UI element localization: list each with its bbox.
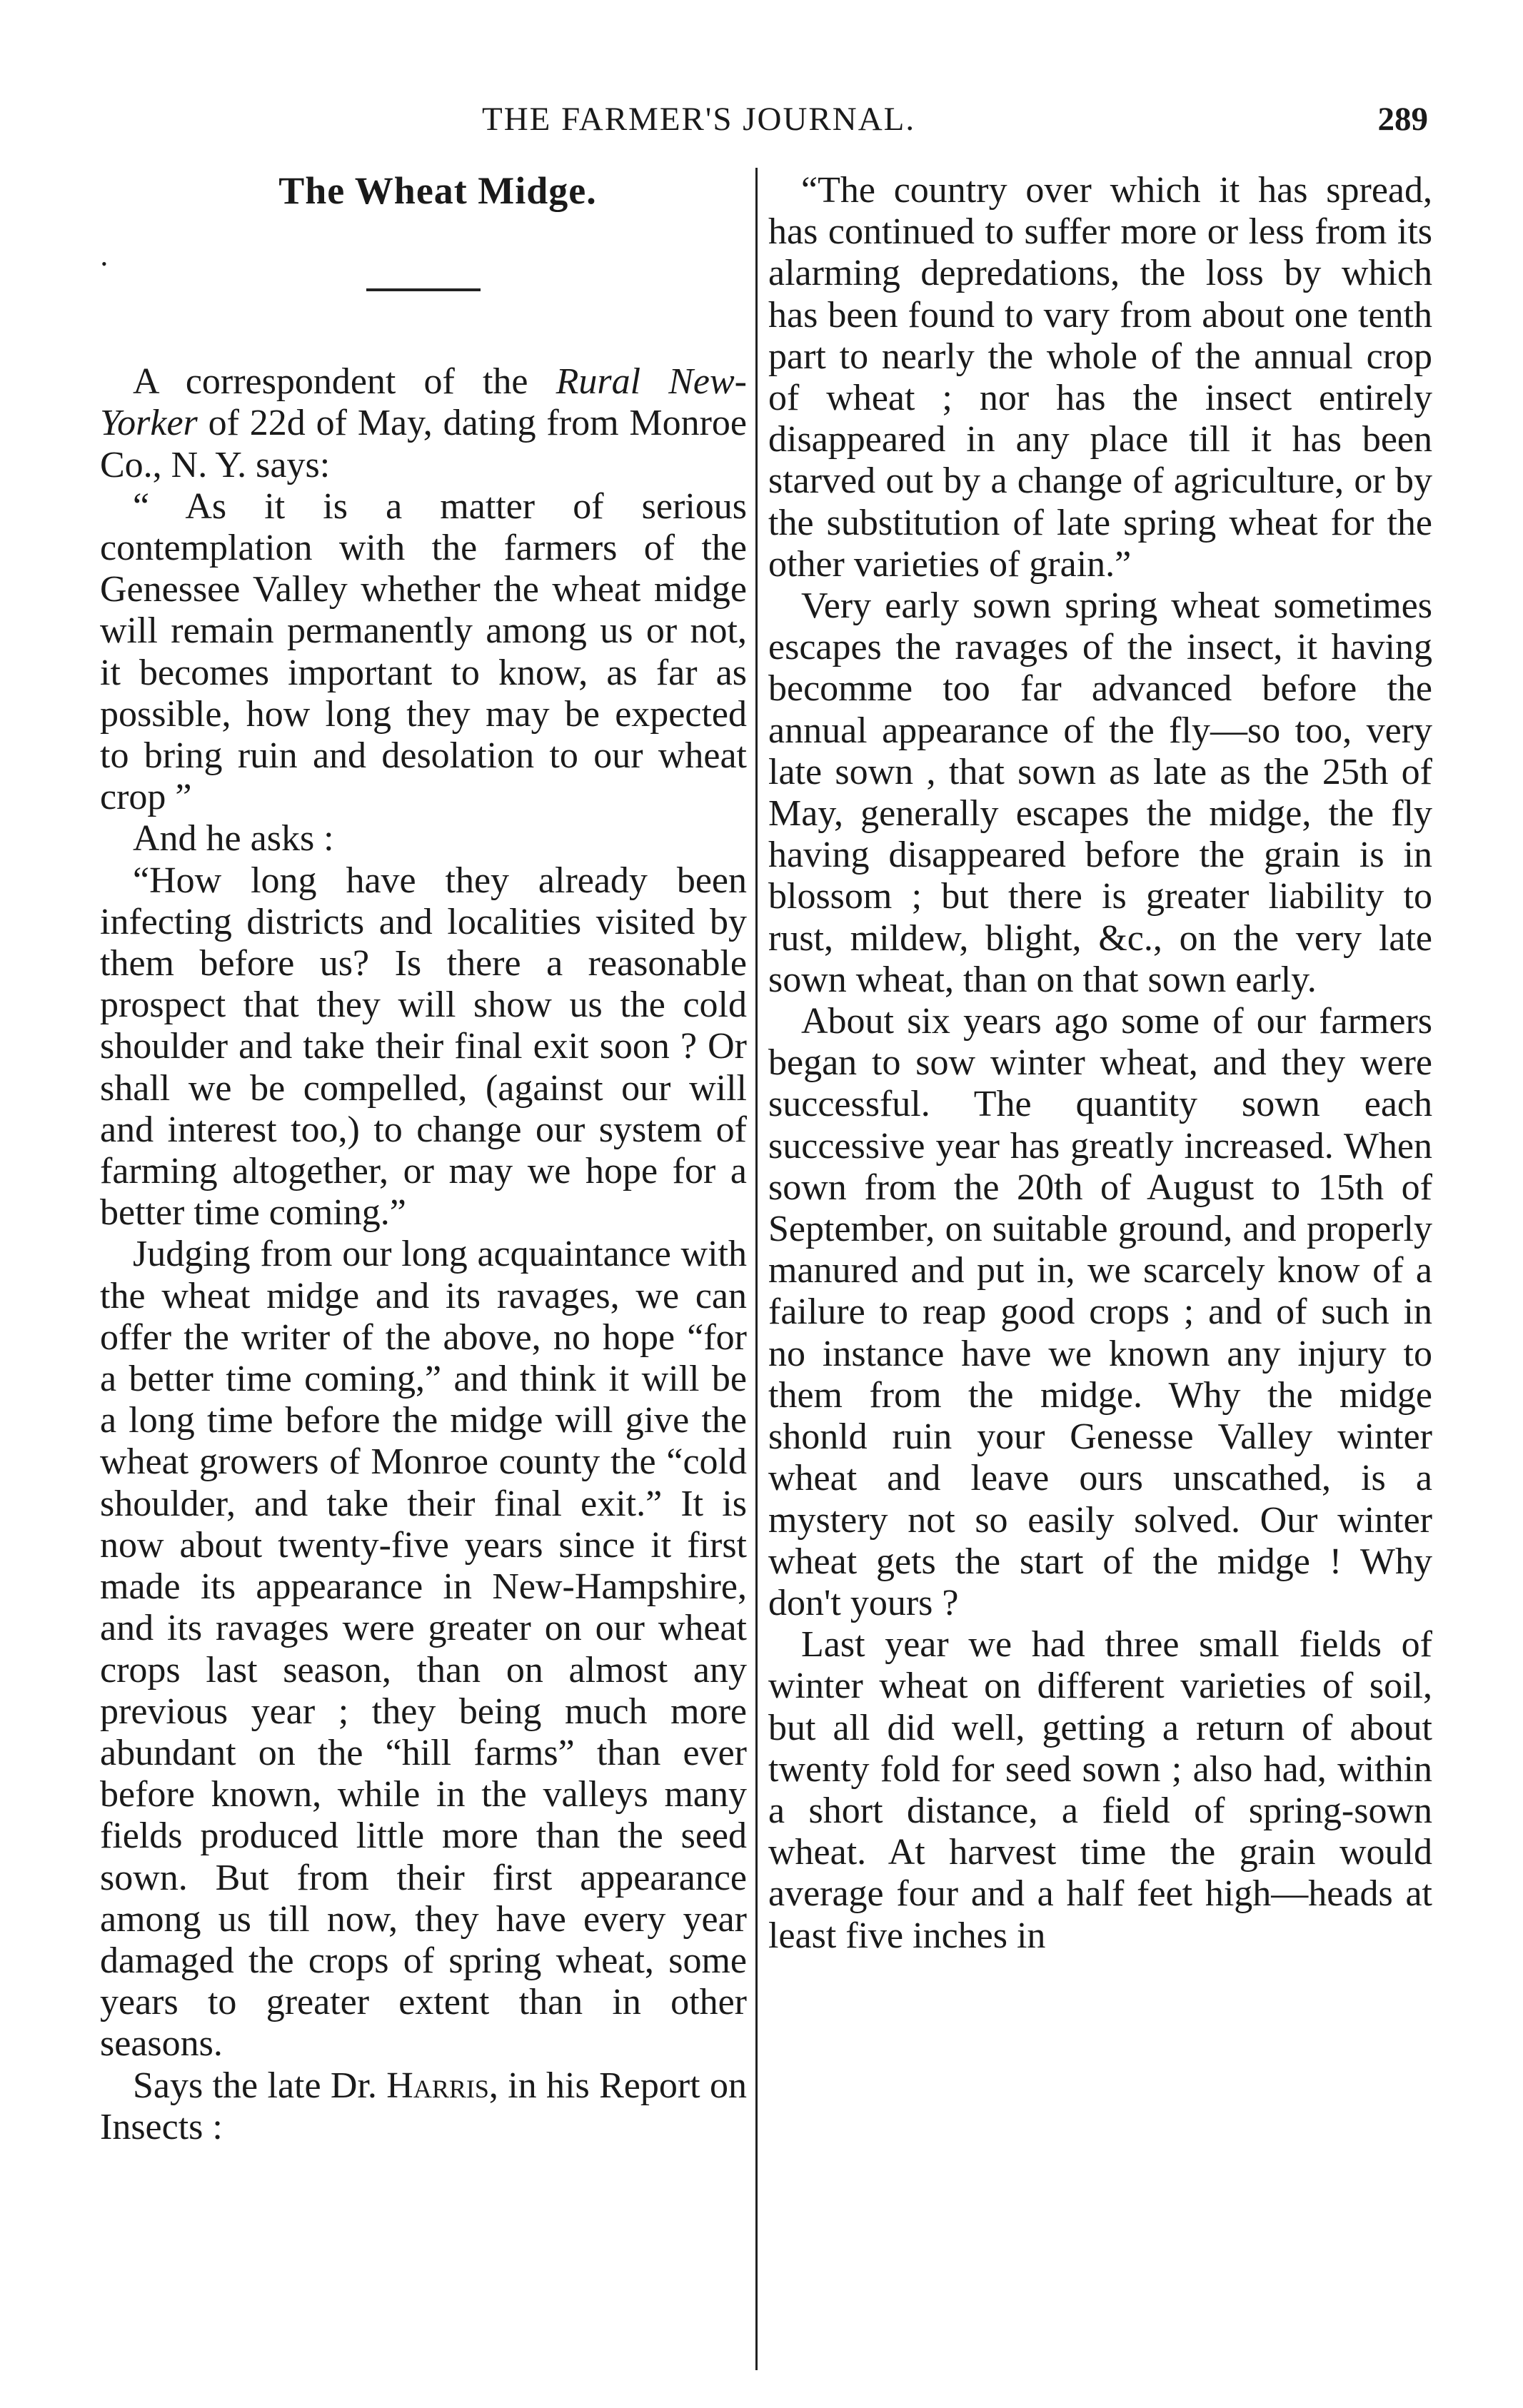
and-he-asks: And he asks : (133, 818, 334, 860)
intro-paragraph (100, 361, 747, 486)
left-column (100, 170, 747, 2354)
intro-text-b: of 22d of May, dating from Monroe Co., N. Y. says: (100, 403, 747, 485)
very-early-paragraph: Very early sown spring wheat sometimes escapes the ravages of the insect, it having becomme too far advanced before the annual appearance of the fly—so too, very late sown , that sown as late as the 25th of May, generally escapes the midge, the fly having disappeared before the grain is in blossom ; but there is greater liability to rust, mildew, blight, &c., on the very late sown wheat, than on that sown early. (768, 585, 1432, 1000)
dot-mark: • (101, 255, 107, 273)
right-column (768, 170, 1432, 2354)
says-text-a: Says the late Dr. (133, 2065, 387, 2106)
intro-text-a: A correspondent of the (133, 361, 556, 403)
article-title: The Wheat Midge. (278, 170, 597, 212)
last-year-paragraph: Last year we had three small fields of winter wheat on different varieties of soil, but all did well, getting a return of about twenty fold for seed sown ; also had, within a short distance, a field of spring-sown wheat. At harvest time the grain would average four and a half feet high—heads at least five inches in (768, 1624, 1432, 1956)
quote-paragraph-2: “How long have they already been infecting districts and localities visited by them before us? Is there a reasonable prospect that they will show us the cold shoulder and take their final exit soon ? Or shall we be compelled, (against our will and interest too,) to change our system of farming altogether, or may we hope for a better time coming.” (100, 860, 747, 1234)
about-six-paragraph: About six years ago some of our farmers began to sow winter wheat, and they were successful. The quantity sown each successive year has greatly increased. When sown from the 20th of August to 15th of September, on suitable ground, and properly manured and put in, we scarcely know of a failure to reap good crops ; and of such in no instance have we known any injury to them from the midge. Why the midge shonld ruin your Genesse Valley winter wheat and leave ours unscathed, is a mystery not so easily solved. Our winter wheat gets the start of the midge ! Why don't yours ? (768, 1001, 1432, 1623)
newspaper-name: Rural New-Yorker (100, 361, 747, 444)
author-name: Harris (386, 2065, 489, 2106)
page-header (100, 84, 1428, 148)
page-number: 289 (1377, 101, 1428, 138)
column-divider (755, 168, 758, 2370)
says-paragraph (100, 2065, 747, 2148)
title-rule (366, 288, 481, 291)
quote-paragraph-3: “The country over which it has spread, has continued to suffer more or less from its alarming depredations, the loss by which has been found to vary from about one tenth part to nearly the whole of the annual crop of wheat ; nor has the insect entirely disappeared in any place till it has been starved out by a change of agriculture, or by the substitution of late spring wheat for the other varieties of grain.” (768, 170, 1432, 585)
running-head: THE FARMER'S JOURNAL. (482, 101, 916, 138)
judging-paragraph: Judging from our long acquaintance with the wheat midge and its ravages, we can offer the writer of the above, no hope “for a better time coming,” and think it will be a long time before the midge will give the wheat growers of Monroe county the “cold shoulder, and take their final exit.” It is now about twenty-five years since it first made its appearance in New-Hampshire, and its ravages were greater on our wheat crops last season, than on almost any previous year ; they being much more abundant on the “hill farms” than ever before known, while in the valleys many fields produced little more than the seed sown. But from their first appearance among us till now, they have every year damaged the crops of spring wheat, some years to greater extent than in other seasons. (100, 1234, 747, 2065)
quote-paragraph-1: “ As it is a matter of serious contemplation with the farmers of the Genessee Valley whether the wheat midge will remain permanently among us or not, it becomes important to know, as far as possible, how long they may be expected to bring ruin and desolation to our wheat crop ” (100, 485, 747, 818)
says-text-b: , in his Report on Insects : (100, 2065, 747, 2147)
stray-dot (100, 237, 747, 278)
